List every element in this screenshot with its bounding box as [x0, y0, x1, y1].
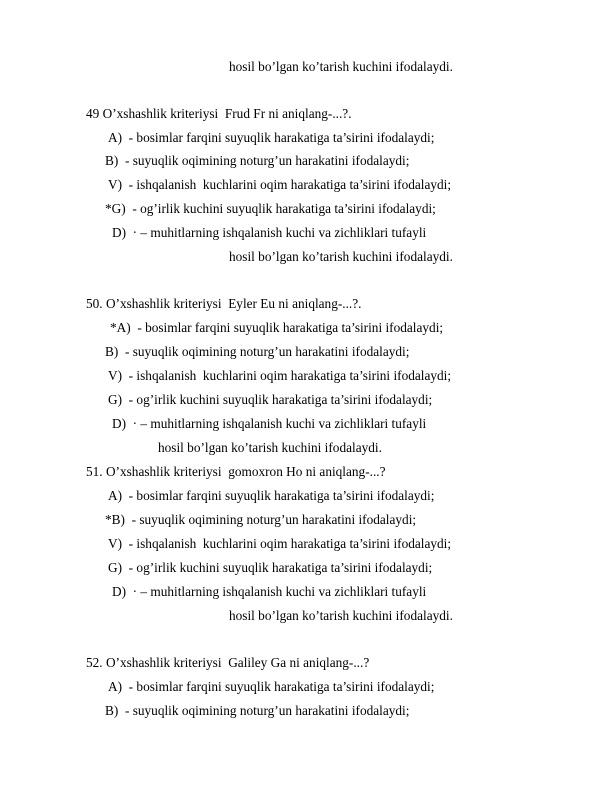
option-d: D) · – muhitlarning ishqalanish kuchi va zichliklari tufayli: [112, 584, 427, 599]
option-v: V) - ishqalanish kuchlarini oqim harakatiga ta’sirini ifodalaydi;: [108, 177, 452, 192]
question-49: 49 O’xshashlik kriteriysi Frud Fr ni aniqlang-...?.: [86, 106, 352, 121]
option-g: G) - og’irlik kuchini suyuqlik harakatiga ta’sirini ifodalaydi;: [108, 560, 433, 575]
option-a: A) - bosimlar farqini suyuqlik harakatiga ta’sirini ifodalaydi;: [108, 488, 435, 503]
option-a: A) - bosimlar farqini suyuqlik harakatiga ta’sirini ifodalaydi;: [108, 679, 435, 694]
text-line: hosil bo’lgan ko’tarish kuchini ifodalaydi.: [158, 440, 382, 455]
text-line: hosil bo’lgan ko’tarish kuchini ifodalaydi.: [229, 249, 453, 264]
text-line: hosil bo’lgan ko’tarish kuchini ifodalaydi.: [229, 59, 453, 74]
option-v: V) - ishqalanish kuchlarini oqim harakatiga ta’sirini ifodalaydi;: [108, 368, 452, 383]
option-d: D) · – muhitlarning ishqalanish kuchi va zichliklari tufayli: [112, 225, 427, 240]
option-d: D) · – muhitlarning ishqalanish kuchi va zichliklari tufayli: [112, 416, 427, 431]
option-b: B) - suyuqlik oqimining noturg’un harakatini ifodalaydi;: [105, 153, 410, 168]
question-51: 51. O’xshashlik kriteriysi gomoxron Ho ni aniqlang-...?: [86, 464, 386, 479]
option-b: *B) - suyuqlik oqimining noturg’un harakatini ifodalaydi;: [105, 512, 417, 527]
option-v: V) - ishqalanish kuchlarini oqim harakatiga ta’sirini ifodalaydi;: [108, 536, 452, 551]
option-a: *A) - bosimlar farqini suyuqlik harakatiga ta’sirini ifodalaydi;: [110, 320, 444, 335]
question-50: 50. O’xshashlik kriteriysi Eyler Eu ni aniqlang-...?.: [86, 296, 362, 311]
option-g: G) - og’irlik kuchini suyuqlik harakatiga ta’sirini ifodalaydi;: [108, 392, 433, 407]
question-52: 52. O’xshashlik kriteriysi Galiley Ga ni aniqlang-...?: [86, 655, 370, 670]
option-g: *G) - og’irlik kuchini suyuqlik harakatiga ta’sirini ifodalaydi;: [105, 201, 436, 216]
option-b: B) - suyuqlik oqimining noturg’un harakatini ifodalaydi;: [105, 344, 410, 359]
text-line: hosil bo’lgan ko’tarish kuchini ifodalaydi.: [229, 608, 453, 623]
option-b: B) - suyuqlik oqimining noturg’un harakatini ifodalaydi;: [105, 703, 410, 718]
option-a: A) - bosimlar farqini suyuqlik harakatiga ta’sirini ifodalaydi;: [108, 130, 435, 145]
